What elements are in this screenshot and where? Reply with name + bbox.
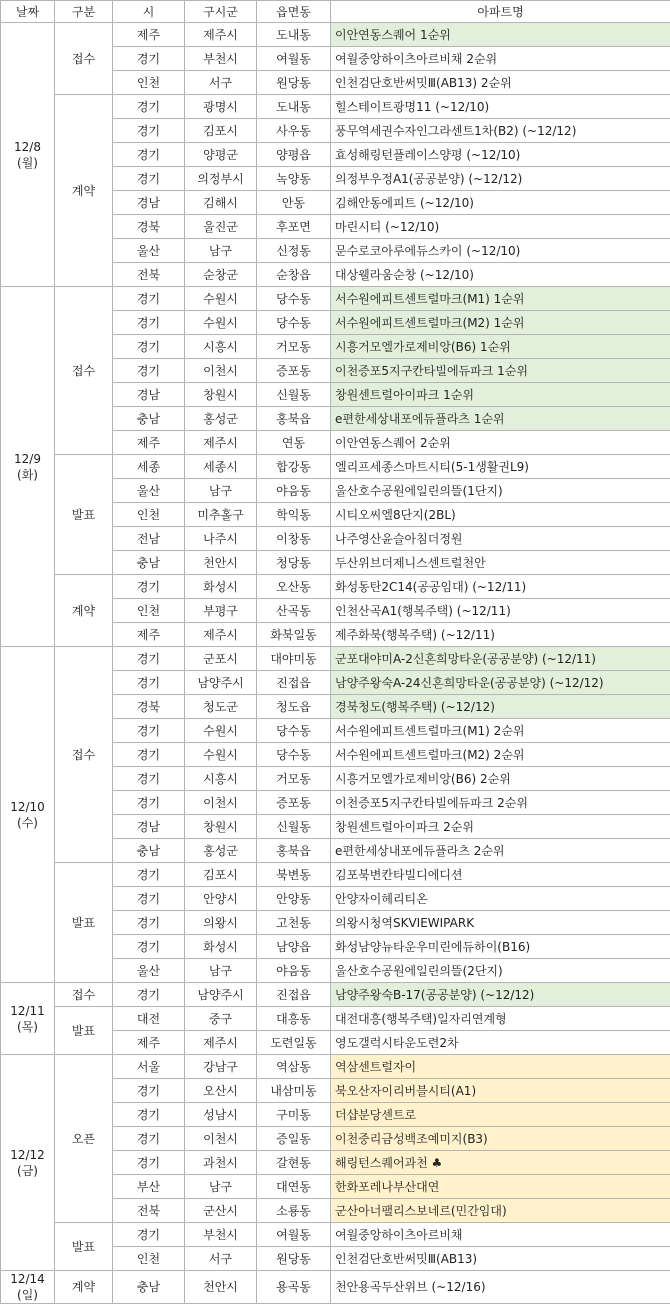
province-cell: 제주 xyxy=(113,623,185,647)
province-cell: 경기 xyxy=(113,167,185,191)
date-cell xyxy=(1,1271,55,1304)
town-cell: 증포동 xyxy=(257,791,331,815)
province-cell: 전북 xyxy=(113,263,185,287)
province-cell: 경기 xyxy=(113,287,185,311)
table-row xyxy=(1,1223,670,1247)
town-cell: 내삼미동 xyxy=(257,1079,331,1103)
weekday-text: (금) xyxy=(17,1163,38,1178)
province-cell: 충남 xyxy=(113,1271,185,1304)
apartment-cell: 효성해링턴플레이스양평 (~12/10) xyxy=(331,143,670,167)
district-cell: 의왕시 xyxy=(185,911,257,935)
apartment-cell: 시흥거모엘가로제비앙(B6) 1순위 xyxy=(331,335,670,359)
town-cell: 당수동 xyxy=(257,719,331,743)
province-cell: 경기 xyxy=(113,335,185,359)
apartment-cell: e편한세상내포에듀플라츠 1순위 xyxy=(331,407,670,431)
province-cell: 경북 xyxy=(113,215,185,239)
apartment-cell: 서수원에피트센트럴마크(M1) 1순위 xyxy=(331,287,670,311)
town-cell: 구미동 xyxy=(257,1103,331,1127)
date-text: 12/10 xyxy=(10,799,45,814)
province-cell: 경기 xyxy=(113,575,185,599)
province-cell: 경남 xyxy=(113,191,185,215)
table-row xyxy=(1,23,670,47)
district-cell: 수원시 xyxy=(185,287,257,311)
weekday-text: (월) xyxy=(17,155,38,170)
province-cell: 경기 xyxy=(113,143,185,167)
category-cell: 접수 xyxy=(55,647,113,863)
district-cell: 김포시 xyxy=(185,119,257,143)
province-cell: 충남 xyxy=(113,839,185,863)
district-cell: 제주시 xyxy=(185,23,257,47)
weekday-text: (수) xyxy=(17,815,38,830)
province-cell: 경기 xyxy=(113,767,185,791)
town-cell: 고천동 xyxy=(257,911,331,935)
province-cell: 울산 xyxy=(113,959,185,983)
province-cell: 경기 xyxy=(113,791,185,815)
town-cell: 사우동 xyxy=(257,119,331,143)
province-cell: 서울 xyxy=(113,1055,185,1079)
town-cell: 원당동 xyxy=(257,1247,331,1271)
district-cell: 화성시 xyxy=(185,935,257,959)
town-cell: 대연동 xyxy=(257,1175,331,1199)
province-cell: 울산 xyxy=(113,239,185,263)
town-cell: 후포면 xyxy=(257,215,331,239)
town-cell: 용곡동 xyxy=(257,1271,331,1304)
district-cell: 군산시 xyxy=(185,1199,257,1223)
province-cell: 경기 xyxy=(113,1079,185,1103)
apartment-cell: 풍무역세권수자인그라센트1차(B2) (~12/12) xyxy=(331,119,670,143)
town-cell: 야음동 xyxy=(257,959,331,983)
province-cell: 인천 xyxy=(113,71,185,95)
apartment-cell: 시티오씨엘8단지(2BL) xyxy=(331,503,670,527)
header-province: 시 xyxy=(113,1,185,23)
apartment-cell: 한화포레나부산대연 xyxy=(331,1175,670,1199)
district-cell: 광명시 xyxy=(185,95,257,119)
district-cell: 제주시 xyxy=(185,623,257,647)
apartment-cell: 의정부우정A1(공공분양) (~12/12) xyxy=(331,167,670,191)
province-cell: 경기 xyxy=(113,47,185,71)
town-cell: 오산동 xyxy=(257,575,331,599)
apartment-cell: 서수원에피트센트럴마크(M2) 2순위 xyxy=(331,743,670,767)
apartment-cell: 해링턴스퀘어과천 ♣ xyxy=(331,1151,670,1175)
weekday-text: (화) xyxy=(17,467,38,482)
header-apartment: 아파트명 xyxy=(331,1,670,23)
apartment-cell: 여월중앙하이츠아르비채 xyxy=(331,1223,670,1247)
town-cell: 청당동 xyxy=(257,551,331,575)
date-text: 12/9 xyxy=(14,451,41,466)
apartment-cell: 울산호수공원에일린의뜰(1단지) xyxy=(331,479,670,503)
district-cell: 이천시 xyxy=(185,1127,257,1151)
town-cell: 안동 xyxy=(257,191,331,215)
table-row xyxy=(1,1007,670,1031)
date-text: 12/12 xyxy=(10,1147,45,1162)
header-date: 날짜 xyxy=(1,1,55,23)
weekday-text: (목) xyxy=(17,1019,38,1034)
district-cell: 남구 xyxy=(185,239,257,263)
apartment-cell: 북오산자이리버블시티(A1) xyxy=(331,1079,670,1103)
table-row xyxy=(1,863,670,887)
apartment-cell: 화성동탄2C14(공공임대) (~12/11) xyxy=(331,575,670,599)
province-cell: 경기 xyxy=(113,887,185,911)
province-cell: 경기 xyxy=(113,359,185,383)
town-cell: 도내동 xyxy=(257,23,331,47)
province-cell: 경기 xyxy=(113,311,185,335)
date-text: 12/8 xyxy=(14,139,41,154)
district-cell: 순창군 xyxy=(185,263,257,287)
district-cell: 창원시 xyxy=(185,383,257,407)
table-row xyxy=(1,1055,670,1079)
apartment-cell: 남양주왕숙B-17(공공분양) (~12/12) xyxy=(331,983,670,1007)
district-cell: 양평군 xyxy=(185,143,257,167)
apartment-cell: 제주화북(행복주택) (~12/11) xyxy=(331,623,670,647)
province-cell: 경기 xyxy=(113,743,185,767)
town-cell: 당수동 xyxy=(257,743,331,767)
district-cell: 의정부시 xyxy=(185,167,257,191)
town-cell: 야음동 xyxy=(257,479,331,503)
table-body xyxy=(1,23,670,1304)
apartment-cell: 인천산곡A1(행복주택) (~12/11) xyxy=(331,599,670,623)
apartment-cell: 시흥거모엘가로제비앙(B6) 2순위 xyxy=(331,767,670,791)
district-cell: 부평구 xyxy=(185,599,257,623)
province-cell: 울산 xyxy=(113,479,185,503)
apartment-cell: 엘리프세종스마트시티(5-1생활권L9) xyxy=(331,455,670,479)
district-cell: 김포시 xyxy=(185,863,257,887)
district-cell: 제주시 xyxy=(185,1031,257,1055)
apartment-cell: 안양자이헤리티온 xyxy=(331,887,670,911)
town-cell: 역삼동 xyxy=(257,1055,331,1079)
date-text: 12/14 xyxy=(10,1272,45,1286)
district-cell: 수원시 xyxy=(185,311,257,335)
town-cell: 거모동 xyxy=(257,335,331,359)
apartment-cell: 더샵분당센트로 xyxy=(331,1103,670,1127)
apartment-cell: e편한세상내포에듀플라츠 2순위 xyxy=(331,839,670,863)
province-cell: 경기 xyxy=(113,911,185,935)
district-cell: 제주시 xyxy=(185,431,257,455)
district-cell: 천안시 xyxy=(185,551,257,575)
district-cell: 강남구 xyxy=(185,1055,257,1079)
district-cell: 천안시 xyxy=(185,1271,257,1304)
district-cell: 홍성군 xyxy=(185,839,257,863)
apartment-cell: 대상웰라움순창 (~12/10) xyxy=(331,263,670,287)
district-cell: 수원시 xyxy=(185,719,257,743)
province-cell: 경기 xyxy=(113,1127,185,1151)
province-cell: 경남 xyxy=(113,383,185,407)
town-cell: 도내동 xyxy=(257,95,331,119)
town-cell: 진접읍 xyxy=(257,983,331,1007)
apartment-cell: 경북청도(행복주택) (~12/12) xyxy=(331,695,670,719)
town-cell: 진접읍 xyxy=(257,671,331,695)
header-row xyxy=(1,1,670,23)
province-cell: 부산 xyxy=(113,1175,185,1199)
province-cell: 제주 xyxy=(113,431,185,455)
district-cell: 이천시 xyxy=(185,359,257,383)
district-cell: 군포시 xyxy=(185,647,257,671)
apartment-cell: 남양주왕숙A-24신혼희망타운(공공분양) (~12/12) xyxy=(331,671,670,695)
town-cell: 청도읍 xyxy=(257,695,331,719)
province-cell: 전북 xyxy=(113,1199,185,1223)
date-cell xyxy=(1,23,55,287)
apartment-cell: 두산위브더제니스센트럴천안 xyxy=(331,551,670,575)
district-cell: 남양주시 xyxy=(185,671,257,695)
apartment-cell: 울산호수공원에일린의뜰(2단지) xyxy=(331,959,670,983)
district-cell: 나주시 xyxy=(185,527,257,551)
category-cell: 발표 xyxy=(55,1007,113,1055)
table-row xyxy=(1,983,670,1007)
province-cell: 경기 xyxy=(113,1151,185,1175)
apartment-cell: 인천검단호반써밋Ⅲ(AB13) 2순위 xyxy=(331,71,670,95)
town-cell: 화북일동 xyxy=(257,623,331,647)
table-row xyxy=(1,1271,670,1304)
province-cell: 인천 xyxy=(113,599,185,623)
province-cell: 경기 xyxy=(113,983,185,1007)
town-cell: 당수동 xyxy=(257,287,331,311)
apartment-cell: 군산아너팰리스보네르(민간임대) xyxy=(331,1199,670,1223)
district-cell: 청도군 xyxy=(185,695,257,719)
date-cell xyxy=(1,1055,55,1271)
town-cell: 대야미동 xyxy=(257,647,331,671)
apartment-cell: 여월중앙하이츠아르비채 2순위 xyxy=(331,47,670,71)
apartment-cell: 나주영산윤슬아침더정원 xyxy=(331,527,670,551)
province-cell: 경기 xyxy=(113,647,185,671)
apartment-cell: 마린시티 (~12/10) xyxy=(331,215,670,239)
town-cell: 홍북읍 xyxy=(257,407,331,431)
apartment-cell: 이천증포5지구칸타빌에듀파크 1순위 xyxy=(331,359,670,383)
apartment-cell: 의왕시청역SKVIEWIPARK xyxy=(331,911,670,935)
town-cell: 남양읍 xyxy=(257,935,331,959)
apartment-cell: 이천중리금성백조예미지(B3) xyxy=(331,1127,670,1151)
apartment-cell: 문수로코아루에듀스카이 (~12/10) xyxy=(331,239,670,263)
district-cell: 중구 xyxy=(185,1007,257,1031)
district-cell: 이천시 xyxy=(185,791,257,815)
district-cell: 오산시 xyxy=(185,1079,257,1103)
district-cell: 서구 xyxy=(185,1247,257,1271)
town-cell: 신정동 xyxy=(257,239,331,263)
category-cell: 계약 xyxy=(55,1271,113,1304)
province-cell: 경기 xyxy=(113,719,185,743)
district-cell: 홍성군 xyxy=(185,407,257,431)
town-cell: 녹양동 xyxy=(257,167,331,191)
town-cell: 대흥동 xyxy=(257,1007,331,1031)
town-cell: 소룡동 xyxy=(257,1199,331,1223)
apartment-cell: 김포북변칸타빌디에디션 xyxy=(331,863,670,887)
category-cell: 접수 xyxy=(55,287,113,455)
apartment-cell: 힐스테이트광명11 (~12/10) xyxy=(331,95,670,119)
town-cell: 원당동 xyxy=(257,71,331,95)
town-cell: 증일동 xyxy=(257,1127,331,1151)
town-cell: 이창동 xyxy=(257,527,331,551)
province-cell: 경기 xyxy=(113,935,185,959)
apartment-cell: 천안용곡두산위브 (~12/16) xyxy=(331,1271,670,1304)
apartment-cell: 대전대흥(행복주택)일자리연계형 xyxy=(331,1007,670,1031)
category-cell: 발표 xyxy=(55,1223,113,1271)
province-cell: 경기 xyxy=(113,119,185,143)
date-cell xyxy=(1,647,55,983)
category-cell: 발표 xyxy=(55,455,113,575)
apartment-cell: 이안연동스퀘어 1순위 xyxy=(331,23,670,47)
district-cell: 남구 xyxy=(185,479,257,503)
weekday-text: (일) xyxy=(17,1288,38,1302)
town-cell: 순창읍 xyxy=(257,263,331,287)
town-cell: 갈현동 xyxy=(257,1151,331,1175)
district-cell: 세종시 xyxy=(185,455,257,479)
district-cell: 창원시 xyxy=(185,815,257,839)
category-cell: 접수 xyxy=(55,23,113,95)
town-cell: 산곡동 xyxy=(257,599,331,623)
table-row xyxy=(1,287,670,311)
province-cell: 인천 xyxy=(113,1247,185,1271)
province-cell: 경남 xyxy=(113,815,185,839)
apartment-cell: 화성남양뉴타운우미린에듀하이(B16) xyxy=(331,935,670,959)
district-cell: 성남시 xyxy=(185,1103,257,1127)
district-cell: 서구 xyxy=(185,71,257,95)
province-cell: 경기 xyxy=(113,95,185,119)
header-category: 구분 xyxy=(55,1,113,23)
district-cell: 시흥시 xyxy=(185,335,257,359)
town-cell: 학익동 xyxy=(257,503,331,527)
province-cell: 경북 xyxy=(113,695,185,719)
town-cell: 여월동 xyxy=(257,47,331,71)
apartment-cell: 서수원에피트센트럴마크(M2) 1순위 xyxy=(331,311,670,335)
table-row xyxy=(1,647,670,671)
town-cell: 신월동 xyxy=(257,815,331,839)
apartment-cell: 역삼센트럴자이 xyxy=(331,1055,670,1079)
district-cell: 남양주시 xyxy=(185,983,257,1007)
category-cell: 오픈 xyxy=(55,1055,113,1223)
province-cell: 대전 xyxy=(113,1007,185,1031)
province-cell: 전남 xyxy=(113,527,185,551)
town-cell: 양평읍 xyxy=(257,143,331,167)
apartment-cell: 이천증포5지구칸타빌에듀파크 2순위 xyxy=(331,791,670,815)
town-cell: 증포동 xyxy=(257,359,331,383)
province-cell: 경기 xyxy=(113,1103,185,1127)
district-cell: 화성시 xyxy=(185,575,257,599)
town-cell: 거모동 xyxy=(257,767,331,791)
header-town: 읍면동 xyxy=(257,1,331,23)
province-cell: 세종 xyxy=(113,455,185,479)
district-cell: 안양시 xyxy=(185,887,257,911)
district-cell: 수원시 xyxy=(185,743,257,767)
province-cell: 제주 xyxy=(113,1031,185,1055)
province-cell: 충남 xyxy=(113,407,185,431)
district-cell: 남구 xyxy=(185,959,257,983)
category-cell: 발표 xyxy=(55,863,113,983)
district-cell: 부천시 xyxy=(185,1223,257,1247)
province-cell: 충남 xyxy=(113,551,185,575)
district-cell: 과천시 xyxy=(185,1151,257,1175)
town-cell: 연동 xyxy=(257,431,331,455)
town-cell: 신월동 xyxy=(257,383,331,407)
apartment-cell: 이안연동스퀘어 2순위 xyxy=(331,431,670,455)
apartment-cell: 영도갤럭시타운도련2차 xyxy=(331,1031,670,1055)
header-district: 구시군 xyxy=(185,1,257,23)
town-cell: 여월동 xyxy=(257,1223,331,1247)
province-cell: 인천 xyxy=(113,503,185,527)
district-cell: 부천시 xyxy=(185,47,257,71)
district-cell: 김해시 xyxy=(185,191,257,215)
province-cell: 제주 xyxy=(113,23,185,47)
town-cell: 안양동 xyxy=(257,887,331,911)
table-row xyxy=(1,455,670,479)
date-cell xyxy=(1,983,55,1055)
district-cell: 미추홀구 xyxy=(185,503,257,527)
date-text: 12/11 xyxy=(10,1003,45,1018)
table-row xyxy=(1,575,670,599)
category-cell: 계약 xyxy=(55,575,113,647)
table-row xyxy=(1,95,670,119)
province-cell: 경기 xyxy=(113,1223,185,1247)
apartment-cell: 서수원에피트센트럴마크(M1) 2순위 xyxy=(331,719,670,743)
province-cell: 경기 xyxy=(113,863,185,887)
town-cell: 홍북읍 xyxy=(257,839,331,863)
district-cell: 남구 xyxy=(185,1175,257,1199)
apartment-cell: 창원센트럴아이파크 2순위 xyxy=(331,815,670,839)
category-cell: 접수 xyxy=(55,983,113,1007)
apartment-cell: 군포대야미A-2신혼희망타운(공공분양) (~12/11) xyxy=(331,647,670,671)
district-cell: 시흥시 xyxy=(185,767,257,791)
date-cell xyxy=(1,287,55,647)
province-cell: 경기 xyxy=(113,671,185,695)
town-cell: 북변동 xyxy=(257,863,331,887)
district-cell: 울진군 xyxy=(185,215,257,239)
category-cell: 계약 xyxy=(55,95,113,287)
town-cell: 당수동 xyxy=(257,311,331,335)
apartment-cell: 창원센트럴아이파크 1순위 xyxy=(331,383,670,407)
town-cell: 합강동 xyxy=(257,455,331,479)
town-cell: 도련일동 xyxy=(257,1031,331,1055)
apartment-cell: 김해안동에피트 (~12/10) xyxy=(331,191,670,215)
apartment-cell: 인천검단호반써밋Ⅲ(AB13) xyxy=(331,1247,670,1271)
